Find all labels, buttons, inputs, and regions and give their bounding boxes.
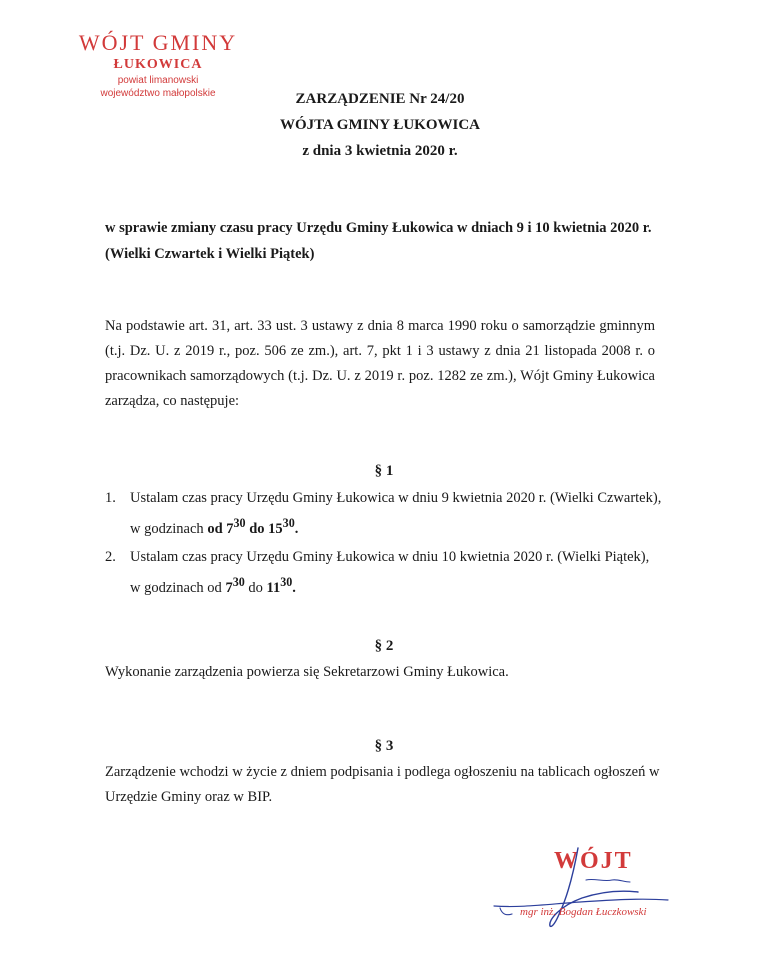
section-3-mark: § 3 bbox=[374, 738, 394, 754]
subject-line-2: (Wielki Czwartek i Wielki Piątek) bbox=[105, 246, 315, 262]
stamp-municipality: ŁUKOWICA bbox=[113, 57, 203, 72]
stamp-title: WÓJT GMINY bbox=[78, 30, 238, 55]
list-item-text: Ustalam czas pracy Urzędu Gminy Łukowica w dniu 9 kwietnia 2020 r. (Wielki Czwartek), bbox=[130, 490, 662, 506]
list-item bbox=[105, 486, 665, 542]
list-item bbox=[105, 545, 665, 601]
ordinance-number: ZARZĄDZENIE Nr 24/20 bbox=[295, 91, 465, 107]
section-1-mark: § 1 bbox=[374, 463, 394, 479]
list-item-number: 2. bbox=[105, 548, 116, 565]
signatory-name: mgr inż. Bogdan Łuczkowski bbox=[520, 906, 647, 918]
legal-basis: Na podstawie art. 31, art. 33 ust. 3 ustawy z dnia 8 marca 1990 roku o samorządzie gminnym (t.j. Dz. U. z 2019 r., poz. 506 ze zm.), art. 7, pkt 1 i 3 ustawy z dnia 21 listopada 2008 r. o pracownikach samorządowych (t.j. Dz. U. z 2019 r. poz. 1282 ze zm.), Wójt Gminy Łukowica zarządza, co następuje: bbox=[105, 318, 655, 409]
ordinance-date: z dnia 3 kwietnia 2020 r. bbox=[302, 143, 458, 159]
section-1-list bbox=[105, 486, 665, 604]
signature-title: WÓJT bbox=[554, 848, 633, 874]
list-item-hours: w godzinach od $7^{30}$ do $15^{30}$. bbox=[130, 516, 299, 537]
list-item-text: Ustalam czas pracy Urzędu Gminy Łukowica w dniu 10 kwietnia 2020 r. (Wielki Piątek), bbox=[130, 548, 650, 565]
stamp-county: powiat limanowski bbox=[117, 75, 199, 86]
official-stamp bbox=[58, 30, 258, 100]
ordinance-issuer: WÓJTA GMINY ŁUKOWICA bbox=[279, 117, 480, 133]
subject bbox=[105, 215, 685, 267]
subject-line-1: w sprawie zmiany czasu pracy Urzędu Gminy Łukowica w dniach 9 i 10 kwietnia 2020 r. bbox=[105, 220, 652, 236]
signature-block bbox=[490, 840, 750, 950]
list-item-number: 1. bbox=[105, 490, 116, 506]
section-2-text: Wykonanie zarządzenia powierza się Sekretarzowi Gminy Łukowica. bbox=[105, 664, 509, 680]
section-3-text: Zarządzenie wchodzi w życie z dniem podpisania i podlega ogłoszeniu na tablicach ogłoszeń w Urzędzie Gminy oraz w BIP. bbox=[105, 764, 660, 805]
handwritten-signature-icon bbox=[490, 840, 750, 950]
stamp-voivodeship: województwo małopolskie bbox=[100, 88, 216, 99]
list-item-hours: w godzinach od $7^{30}$ do $11^{30}$. bbox=[130, 574, 296, 596]
document-header bbox=[230, 86, 530, 164]
section-2-mark: § 2 bbox=[374, 638, 394, 654]
